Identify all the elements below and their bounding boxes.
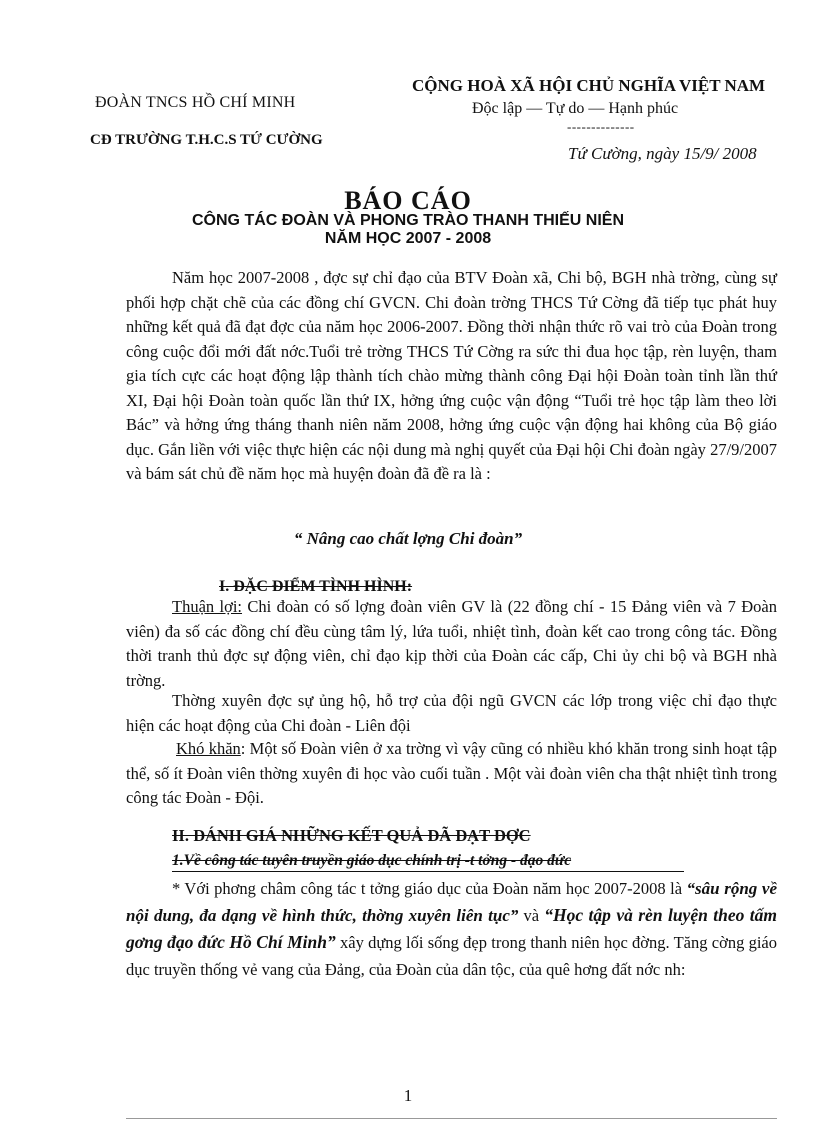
intro-paragraph: Năm học 2007-2008 , đợc sự chỉ đạo của BTV Đoàn xã, Chi bộ, BGH nhà trờng, cùng sự phối hợp chặt chẽ của các đồng chí GVCN. Chi đoàn trờng THCS Tứ Cờng đã tiếp tục phát huy những kết quả đã đạt đợc của năm học 2006-2007. Đồng thời nhận thức rõ vai trò của Đoàn trong công cuộc đổi mới đất nớc.Tuổi trẻ trờng THCS Tứ Cờng ra sức thi đua học tập, rèn luyện, tham gia tích cực các hoạt động lập thành tích chào mừng thành công Đại hội Đoàn toàn tỉnh lần thứ XI, Đại hội Đoàn toàn quốc lần thứ IX, hởng ứng cuộc vận động “Tuổi trẻ học tập làm theo lời Bác” và hởng ứng tháng thanh niên năm 2008, hởng ứng cuộc vận động hai không của Bộ giáo dục. Gắn liền với việc thực hiện các nội dung mà nghị quyết của Đại hội Chi đoàn ngày 27/9/2007 và bám sát chủ đề năm học mà huyện đoàn đã đề ra là : <box>126 268 777 483</box>
difficulties-label: Khó khăn <box>176 739 241 758</box>
propaganda-text-b: và <box>518 906 545 925</box>
header-divider: -------------- <box>567 119 635 134</box>
section-2-heading: II. ĐÁNH GIÁ NHỮNG KẾT QUẢ ĐÃ ĐẠT ĐỢC <box>172 826 531 845</box>
difficulties-text: : Một số Đoàn viên ở xa trờng vì vậy cũng có nhiều khó khăn trong sinh hoạt tập thể, số ít Đoàn viên thờng xuyên đi học vào cuối tuần . Một vài đoàn viên cha thật nhiệt tình trong công tác Đoàn - Đội. <box>126 739 777 807</box>
subheading-underline <box>172 871 684 872</box>
report-subtitle-line2: NĂM HỌC 2007 - 2008 <box>324 230 492 247</box>
support-paragraph: Thờng xuyên đợc sự ủng hộ, hỗ trợ của đội ngũ GVCN các lớp trong việc chỉ đạo thực hiện các hoạt động của Chi đoàn - Liên đội <box>126 691 777 735</box>
advantages-text: Chi đoàn có số lợng đoàn viên GV là (22 đồng chí - 15 Đảng viên và 7 Đoàn viên) đa số các đồng chí đều cùng tâm lý, lứa tuổi, nhiệt tình, đoàn kết cao trong công tác. Đồng thời tranh thủ đợc sự động viên, chỉ đạo kịp thời của Đoàn các cấp, Chi ủy chi bộ và BGH nhà trờng. <box>126 597 777 690</box>
section-2-subheading: 1.Về công tác tuyên truyền giáo dục chính trị -t tởng - đạo đức <box>172 852 572 869</box>
advantages-label: Thuận lợi: <box>172 597 243 616</box>
report-title: BÁO CÁO <box>344 186 472 215</box>
propaganda-text-a: * Với phơng châm công tác t tởng giáo dục của Đoàn năm học 2007-2008 là <box>172 879 687 898</box>
propaganda-quote-b: “Học tập và rèn luyện theo tấm gơng đạo đức Hồ Chí Minh” <box>126 905 777 952</box>
document-date: Tứ Cường, ngày 15/9/ 2008 <box>568 144 757 163</box>
advantages-paragraph <box>126 595 777 693</box>
footer-rule <box>126 1118 777 1119</box>
propaganda-quote-a: “sâu rộng về nội dung, đa dạng về hình thức, thờng xuyên liên tục” <box>126 879 777 925</box>
propaganda-paragraph <box>126 875 777 983</box>
unit-name: CĐ TRƯỜNG T.H.C.S TỨ CƯỜNG <box>90 132 323 148</box>
page-number: 1 <box>403 1086 413 1105</box>
difficulties-paragraph <box>126 737 777 811</box>
propaganda-text-c: xây dựng lối sống đẹp trong thanh niên học đờng. Tăng cờng giáo dục truyền thống vẻ vang của Đảng, của Đoàn của dân tộc, của quê hơng đất nớc nh: <box>126 933 777 979</box>
report-subtitle-line1: CÔNG TÁC ĐOÀN VÀ PHONG TRÀO THANH THIẾU NIÊN <box>192 212 624 229</box>
section-1-heading: I. ĐẶC ĐIỂM TÌNH HÌNH: <box>219 578 413 595</box>
org-name: ĐOÀN TNCS HỒ CHÍ MINH <box>95 94 296 111</box>
country-name: CỘNG HOÀ XÃ HỘI CHỦ NGHĨA VIỆT NAM <box>412 76 766 95</box>
national-motto: Độc lập — Tự do — Hạnh phúc <box>472 100 679 117</box>
year-slogan: “ Nâng cao chất lợng Chi đoàn” <box>293 529 523 548</box>
